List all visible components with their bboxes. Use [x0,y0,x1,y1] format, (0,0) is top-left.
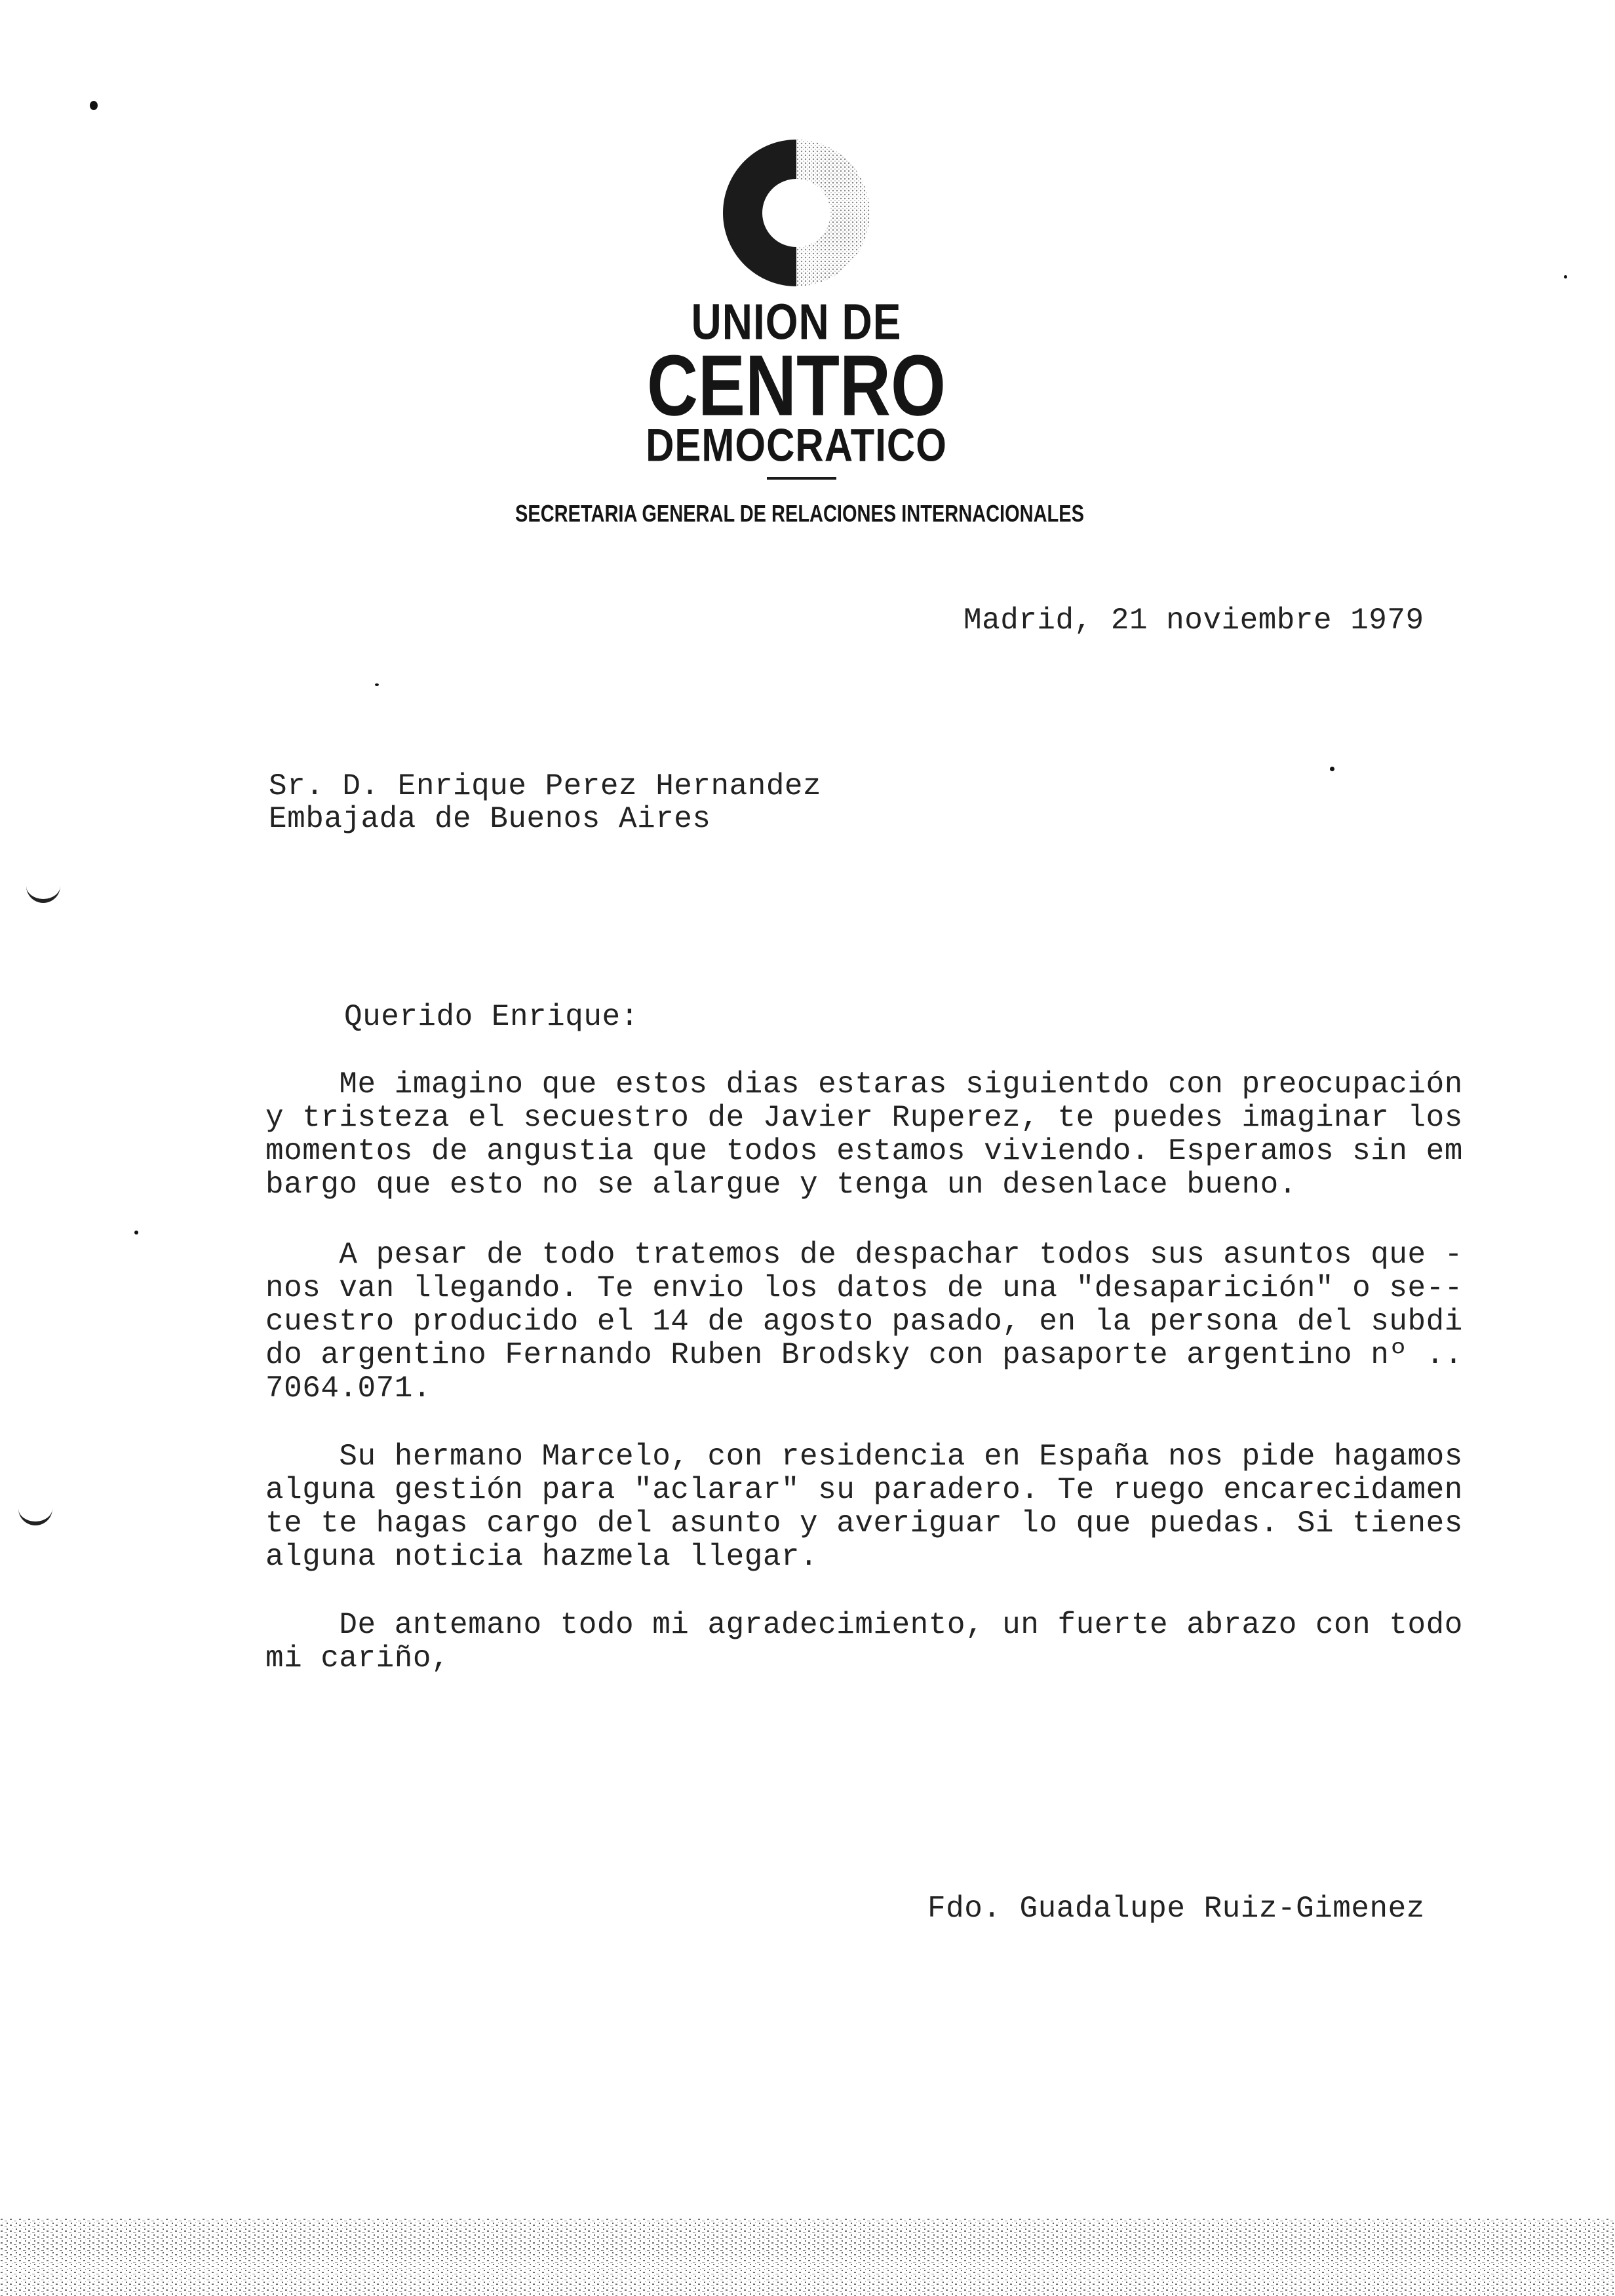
body-paragraph-1 [265,1068,1544,1202]
scan-speck [90,101,98,110]
scan-noise-band [0,2218,1615,2296]
body-paragraph-2 [265,1238,1544,1406]
body-line: alguna gestión para "aclarar" su paradero. Te ruego encarecidamen [265,1473,1463,1507]
body-paragraph-4 [265,1609,1544,1675]
letterhead-divider [767,477,836,480]
scan-speck [1564,275,1567,278]
scan-mark [26,885,60,903]
salutation: Querido Enrique: [344,1000,639,1034]
body-line: alguna noticia hazmela llegar. [265,1540,819,1574]
body-line: A pesar de todo tratemos de despachar todos sus asuntos que - [265,1238,1463,1272]
body-line: te te hagas cargo del asunto y averiguar lo que puedas. Si tienes [265,1506,1463,1540]
scan-mark [18,1507,52,1525]
org-name-line2: CENTRO [647,336,946,434]
body-line: cuestro producido el 14 de agosto pasado, en la persona del subdi [265,1305,1463,1339]
body-line: momentos de angustia que todos estamos viviendo. Esperamos sin em [265,1134,1463,1168]
recipient-address: Embajada de Buenos Aires [269,802,711,836]
recipient-name: Sr. D. Enrique Perez Hernandez [269,769,822,803]
body-line: do argentino Fernando Ruben Brodsky con pasaporte argentino nº .. [265,1338,1463,1372]
body-line: mi cariño, [265,1641,450,1675]
body-line: bargo que esto no se alargue y tenga un desenlace bueno. [265,1168,1297,1202]
body-line: nos van llegando. Te envio los datos de una "desaparición" o se-- [265,1271,1463,1305]
org-name-line3: DEMOCRATICO [646,419,947,472]
body-paragraph-3 [265,1440,1544,1574]
body-line: Su hermano Marcelo, con residencia en España nos pide hagamos [265,1440,1463,1474]
ucd-half-circle-logo-icon [718,134,875,292]
scan-speck [1330,767,1334,771]
signature-line: Fdo. Guadalupe Ruiz-Gimenez [927,1892,1425,1926]
letter-date: Madrid, 21 noviembre 1979 [963,603,1424,638]
department-name: SECRETARIA GENERAL DE RELACIONES INTERNACIONALES [515,501,1084,527]
scan-speck [134,1231,138,1234]
body-line: 7064.071. [265,1371,431,1406]
body-line: y tristeza el secuestro de Javier Ruperez, te puedes imaginar los [265,1101,1463,1135]
scan-speck [375,683,379,686]
body-line: De antemano todo mi agradecimiento, un fuerte abrazo con todo [265,1608,1463,1642]
org-name-line1: UNION DE [691,294,902,351]
body-line: Me imagino que estos dias estaras siguientdo con preocupación [265,1067,1463,1101]
